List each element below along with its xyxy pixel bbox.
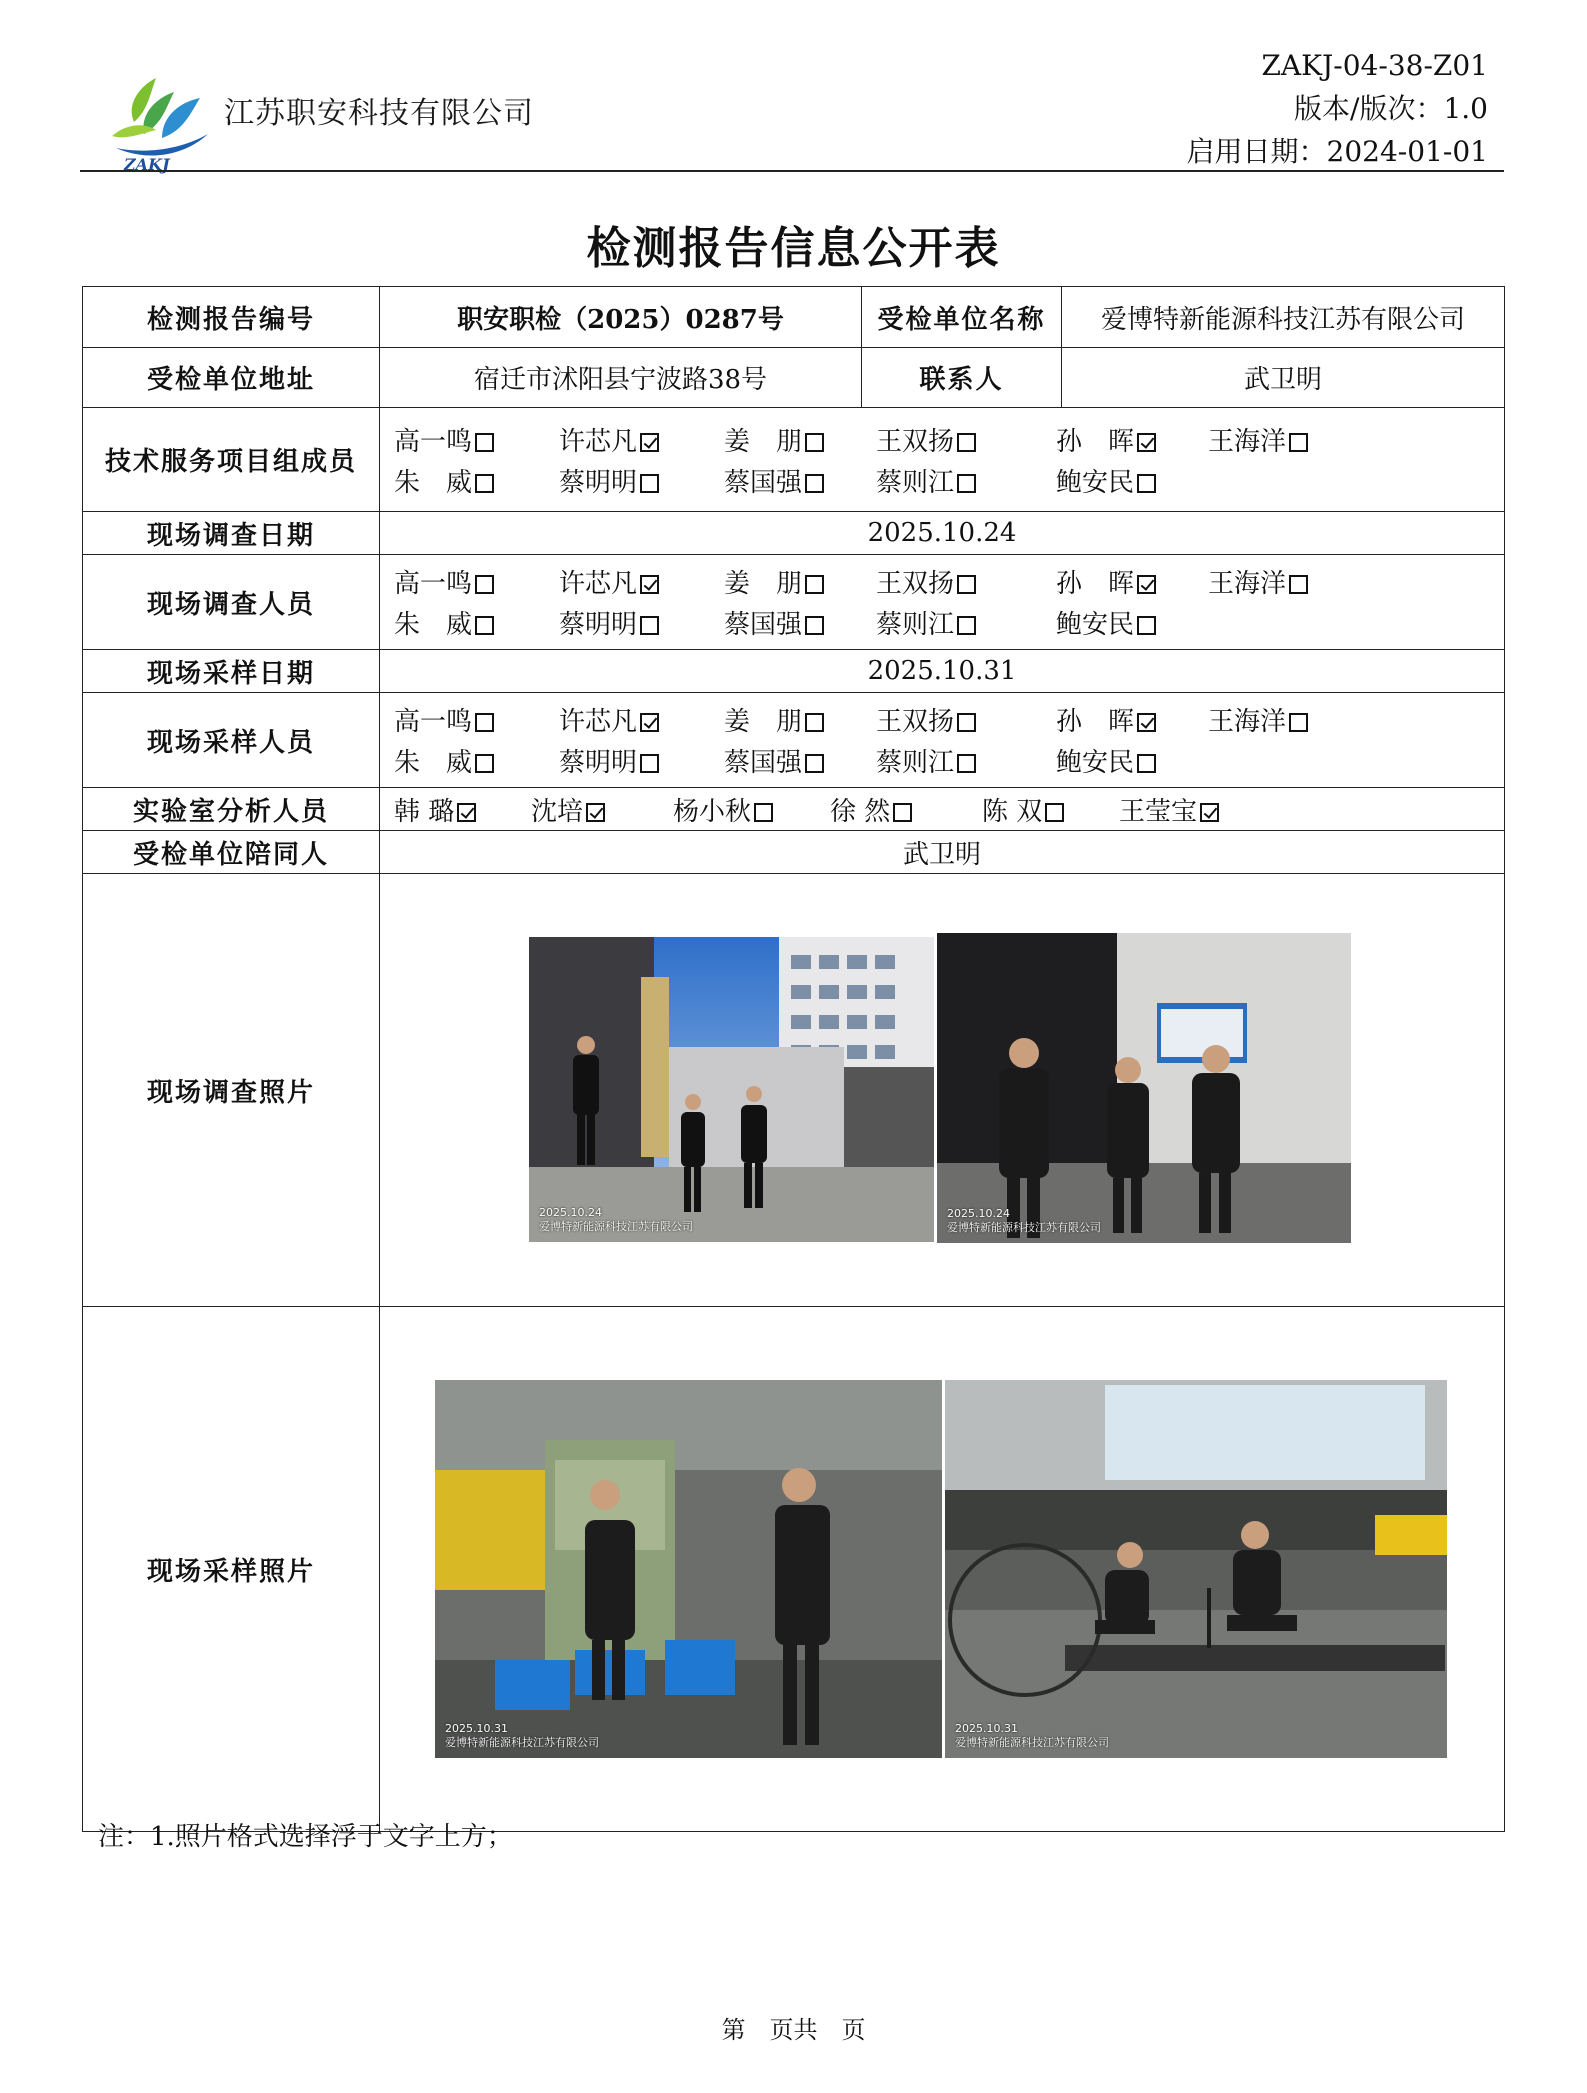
photo-stamp: 2025.10.24 爱博特新能源科技江苏有限公司 [947, 1207, 1101, 1234]
checked-checkbox[interactable] [1137, 575, 1156, 594]
person-name: 蔡国强 [724, 467, 803, 498]
person-entry [724, 462, 876, 499]
unchecked-checkbox[interactable] [805, 474, 824, 493]
person-name: 朱 威 [394, 610, 473, 640]
person-name: 王双扬 [876, 707, 955, 737]
person-entry [394, 791, 531, 828]
person-name: 沈培 [531, 796, 584, 827]
sampling-staff-list [380, 693, 1505, 788]
value-contact: 武卫明 [1062, 348, 1505, 408]
person-entry [559, 742, 724, 779]
unchecked-checkbox[interactable] [805, 575, 824, 594]
sampling-photos-cell [380, 1307, 1505, 1832]
unchecked-checkbox[interactable] [957, 433, 976, 452]
unchecked-checkbox[interactable] [805, 616, 824, 635]
person-name: 王双扬 [876, 426, 955, 457]
row-address [83, 348, 1505, 408]
value-report-no: 职安职检（2025）0287号 [380, 287, 862, 348]
unchecked-checkbox[interactable] [1045, 803, 1064, 822]
checked-checkbox[interactable] [1137, 713, 1156, 732]
person-name: 孙 晖 [1056, 569, 1135, 599]
row-sampling-photos [83, 1307, 1505, 1832]
value-address: 宿迁市沭阳县宁波路38号 [380, 348, 862, 408]
person-entry [1208, 563, 1338, 600]
unchecked-checkbox[interactable] [754, 803, 773, 822]
person-name: 许芯凡 [559, 707, 638, 737]
person-name: 朱 威 [394, 467, 473, 498]
company-name: 江苏职安科技有限公司 [224, 96, 534, 131]
person-name: 王双扬 [876, 569, 955, 599]
person-name: 蔡国强 [724, 610, 803, 640]
person-name: 鲍安民 [1056, 467, 1135, 498]
person-name: 王海洋 [1208, 569, 1287, 599]
people-row [394, 561, 1504, 602]
row-report-no [83, 287, 1505, 348]
person-name: 许芯凡 [559, 569, 638, 599]
person-entry [1056, 421, 1208, 458]
unchecked-checkbox[interactable] [957, 754, 976, 773]
person-entry [394, 563, 559, 600]
value-unit-name: 爱博特新能源科技江苏有限公司 [1062, 287, 1505, 348]
row-survey-staff [83, 555, 1505, 650]
unchecked-checkbox[interactable] [893, 803, 912, 822]
people-row [394, 419, 1504, 460]
label-report-no: 检测报告编号 [83, 287, 380, 348]
person-name: 鲍安民 [1056, 610, 1135, 640]
person-name: 蔡则江 [876, 610, 955, 640]
survey-photo-gate [529, 937, 934, 1242]
people-row [394, 699, 1504, 740]
unchecked-checkbox[interactable] [957, 575, 976, 594]
survey-staff-list [380, 555, 1505, 650]
person-name: 徐 然 [830, 796, 891, 827]
people-row [394, 460, 1504, 501]
sampling-photo-press [435, 1380, 942, 1758]
page-footer: 第 页共 页 [721, 2016, 866, 2044]
checked-checkbox[interactable] [1137, 433, 1156, 452]
person-entry [982, 791, 1119, 828]
unchecked-checkbox[interactable] [475, 713, 494, 732]
page-title: 检测报告信息公开表 [586, 223, 1001, 274]
unchecked-checkbox[interactable] [475, 575, 494, 594]
value-sampling-date: 2025.10.31 [380, 650, 1505, 693]
unchecked-checkbox[interactable] [805, 433, 824, 452]
person-entry [394, 742, 559, 779]
person-name: 王海洋 [1208, 707, 1287, 737]
person-entry [559, 563, 724, 600]
report-table [82, 286, 1505, 1832]
unchecked-checkbox[interactable] [805, 713, 824, 732]
person-name: 高一鸣 [394, 707, 473, 737]
person-name: 孙 晖 [1056, 426, 1135, 457]
row-team [83, 408, 1505, 512]
person-name: 韩 璐 [394, 796, 455, 827]
label-escort: 受检单位陪同人 [83, 831, 380, 874]
person-name: 蔡明明 [559, 610, 638, 640]
person-entry [876, 604, 1056, 641]
photo-stamp: 2025.10.24 爱博特新能源科技江苏有限公司 [539, 1206, 693, 1233]
company-logo [104, 64, 216, 174]
label-team: 技术服务项目组成员 [83, 408, 380, 512]
team-members-list [380, 408, 1505, 512]
person-entry [394, 604, 559, 641]
person-entry [876, 421, 1056, 458]
person-name: 蔡则江 [876, 748, 955, 778]
unchecked-checkbox[interactable] [640, 754, 659, 773]
person-name: 朱 威 [394, 748, 473, 778]
lab-members-list [380, 788, 1505, 831]
person-entry [394, 421, 559, 458]
label-sampling-photos: 现场采样照片 [83, 1307, 380, 1832]
person-name: 蔡则江 [876, 467, 955, 498]
label-sampling-staff: 现场采样人员 [83, 693, 380, 788]
unchecked-checkbox[interactable] [475, 754, 494, 773]
value-survey-date: 2025.10.24 [380, 512, 1505, 555]
person-name: 高一鸣 [394, 569, 473, 599]
person-entry [559, 462, 724, 499]
unchecked-checkbox[interactable] [957, 474, 976, 493]
person-entry [876, 742, 1056, 779]
person-name: 孙 晖 [1056, 707, 1135, 737]
survey-photos-cell [380, 874, 1505, 1307]
unchecked-checkbox[interactable] [475, 616, 494, 635]
doc-version: 版本/版次：1.0 [1294, 92, 1488, 125]
footnote: 注：1.照片格式选择浮于文字上方； [98, 1822, 513, 1852]
person-entry [394, 462, 559, 499]
person-entry [1056, 563, 1208, 600]
row-survey-photos [83, 874, 1505, 1307]
photo-stamp: 2025.10.31 爱博特新能源科技江苏有限公司 [955, 1722, 1109, 1749]
unchecked-checkbox[interactable] [1137, 474, 1156, 493]
row-sampling-date [83, 650, 1505, 693]
sampling-photo-crouch [945, 1380, 1447, 1758]
unchecked-checkbox[interactable] [1289, 433, 1308, 452]
person-name: 姜 朋 [724, 426, 803, 457]
person-entry [876, 701, 1056, 738]
row-escort [83, 831, 1505, 874]
row-lab [83, 788, 1505, 831]
label-address: 受检单位地址 [83, 348, 380, 408]
checked-checkbox[interactable] [457, 803, 476, 822]
person-name: 蔡明明 [559, 748, 638, 778]
checked-checkbox[interactable] [640, 433, 659, 452]
row-survey-date [83, 512, 1505, 555]
person-entry [876, 462, 1056, 499]
header-divider [80, 170, 1504, 172]
person-name: 蔡国强 [724, 748, 803, 778]
people-row [394, 602, 1504, 643]
person-entry [559, 421, 724, 458]
label-contact: 联系人 [862, 348, 1062, 408]
unchecked-checkbox[interactable] [475, 433, 494, 452]
unchecked-checkbox[interactable] [805, 754, 824, 773]
unchecked-checkbox[interactable] [640, 474, 659, 493]
person-entry [724, 701, 876, 738]
person-entry [1208, 701, 1338, 738]
person-name: 许芯凡 [559, 426, 638, 457]
unchecked-checkbox[interactable] [1137, 754, 1156, 773]
doc-code: ZAKJ-04-38-Z01 [1261, 49, 1488, 82]
survey-photo-warehouse [937, 933, 1351, 1243]
person-name: 姜 朋 [724, 569, 803, 599]
label-survey-staff: 现场调查人员 [83, 555, 380, 650]
doc-effective-date: 启用日期：2024-01-01 [1186, 135, 1488, 168]
unchecked-checkbox[interactable] [475, 474, 494, 493]
person-name: 姜 朋 [724, 707, 803, 737]
label-unit-name: 受检单位名称 [862, 287, 1062, 348]
person-entry [559, 701, 724, 738]
unchecked-checkbox[interactable] [1137, 616, 1156, 635]
logo-text: ZAKJ [124, 155, 170, 174]
person-name: 高一鸣 [394, 426, 473, 457]
label-lab: 实验室分析人员 [83, 788, 380, 831]
person-name: 鲍安民 [1056, 748, 1135, 778]
person-entry [394, 701, 559, 738]
person-entry [724, 421, 876, 458]
person-name: 王莹宝 [1119, 796, 1198, 827]
unchecked-checkbox[interactable] [957, 713, 976, 732]
person-entry [531, 791, 673, 828]
label-survey-photos: 现场调查照片 [83, 874, 380, 1307]
person-entry [1208, 421, 1338, 458]
person-entry [724, 563, 876, 600]
person-name: 王海洋 [1208, 426, 1287, 457]
label-sampling-date: 现场采样日期 [83, 650, 380, 693]
row-sampling-staff [83, 693, 1505, 788]
unchecked-checkbox[interactable] [1289, 713, 1308, 732]
person-entry [559, 604, 724, 641]
people-row [394, 740, 1504, 781]
person-entry [724, 742, 876, 779]
person-entry [1056, 604, 1208, 641]
value-escort: 武卫明 [380, 831, 1505, 874]
person-name: 蔡明明 [559, 467, 638, 498]
unchecked-checkbox[interactable] [1289, 575, 1308, 594]
label-survey-date: 现场调查日期 [83, 512, 380, 555]
document-info [1187, 44, 1488, 173]
checked-checkbox[interactable] [1200, 803, 1219, 822]
person-entry [1119, 791, 1259, 828]
person-entry [673, 791, 830, 828]
photo-stamp: 2025.10.31 爱博特新能源科技江苏有限公司 [445, 1722, 599, 1749]
person-entry [830, 791, 982, 828]
unchecked-checkbox[interactable] [640, 616, 659, 635]
checked-checkbox[interactable] [586, 803, 605, 822]
person-name: 杨小秋 [673, 796, 752, 827]
person-entry [1056, 742, 1208, 779]
person-entry [724, 604, 876, 641]
person-entry [876, 563, 1056, 600]
unchecked-checkbox[interactable] [957, 616, 976, 635]
checked-checkbox[interactable] [640, 713, 659, 732]
person-entry [1056, 462, 1208, 499]
person-name: 陈 双 [982, 796, 1043, 827]
person-entry [1056, 701, 1208, 738]
checked-checkbox[interactable] [640, 575, 659, 594]
